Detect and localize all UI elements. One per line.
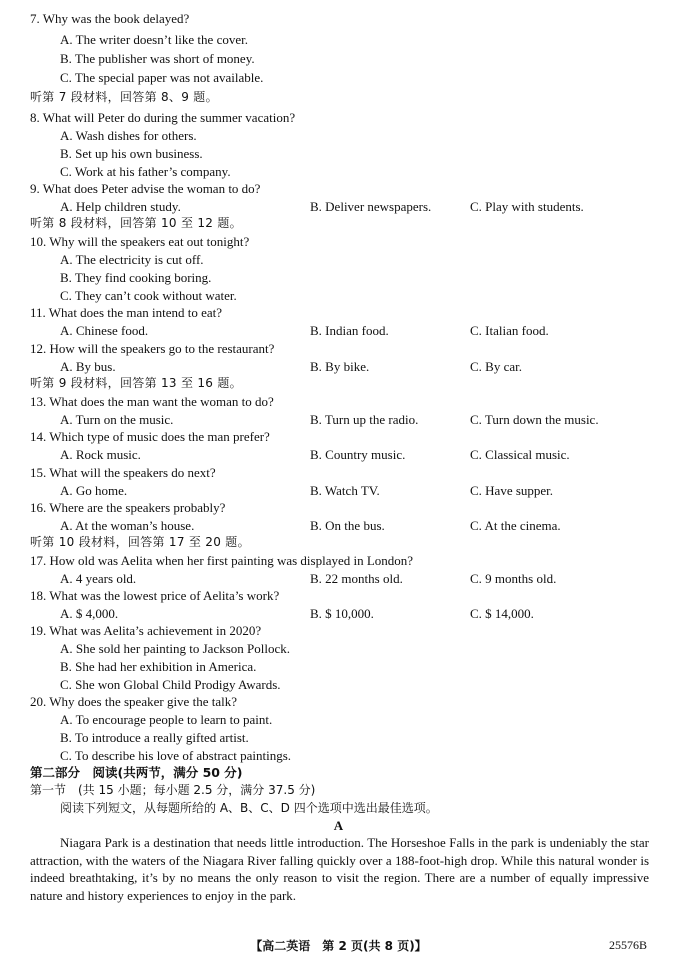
question-stem: 20. Why does the speaker give the talk? [30, 694, 237, 709]
paper-code: 25576B [608, 938, 647, 952]
question-stem: 11. What does the man intend to eat? [30, 305, 223, 320]
material-instruction: 听第 10 段材料，回答第 17 至 20 题。 [30, 535, 250, 549]
option: C. Have supper. [470, 483, 554, 498]
question-stem: 16. Where are the speakers probably? [30, 500, 226, 515]
option: A. Wash dishes for others. [60, 128, 197, 143]
question-stem: 12. How will the speakers go to the restaurant? [30, 341, 275, 356]
option: A. Turn on the music. [60, 412, 174, 427]
option-row [60, 446, 570, 463]
option: C. By car. [470, 359, 522, 374]
passage-paragraph: Niagara Park is a destination that needs little introduction. The Horseshoe Falls in the park is undeniably the star attraction, with the waters of the Niagara River falling quickly over a 188-foot-high drop. While this natural wonder is indeed breathtaking, it’s by no means the only reason to visit the region. There are a number of equally impressive nature and history experiences to enjoy in the park. [30, 835, 649, 903]
option: A. To encourage people to learn to paint. [60, 712, 273, 727]
option: B. Set up his own business. [60, 146, 203, 161]
question-stem: 7. Why was the book delayed? [30, 11, 190, 26]
question-stem: 19. What was Aelita’s achievement in 2020? [30, 623, 262, 638]
option-row [60, 482, 554, 499]
option-row [60, 517, 561, 534]
option: A. At the woman’s house. [60, 518, 195, 533]
option: B. Deliver newspapers. [310, 199, 432, 214]
option: B. $ 10,000. [310, 606, 374, 621]
material-instruction: 听第 8 段材料，回答第 10 至 12 题。 [30, 216, 242, 230]
section-heading: 第一节 (共 15 小题；每小题 2.5 分，满分 37.5 分) [30, 783, 316, 797]
section-instruction: 阅读下列短文，从每题所给的 A、B、C、D 四个选项中选出最佳选项。 [60, 801, 438, 815]
option: A. $ 4,000. [60, 606, 119, 621]
option: C. She won Global Child Prodigy Awards. [60, 677, 281, 692]
option: A. The writer doesn’t like the cover. [60, 32, 248, 47]
part-heading: 第二部分 阅读(共两节，满分 50 分) [30, 765, 243, 780]
option: B. They find cooking boring. [60, 270, 212, 285]
option: B. 22 months old. [310, 571, 403, 586]
option: C. Work at his father’s company. [60, 164, 231, 179]
option-row [60, 570, 557, 587]
option: C. $ 14,000. [470, 606, 534, 621]
question-stem: 10. Why will the speakers eat out tonight? [30, 234, 250, 249]
option: B. The publisher was short of money. [60, 51, 255, 66]
option: B. By bike. [310, 359, 370, 374]
option: A. She sold her painting to Jackson Pollock. [60, 641, 291, 656]
question-stem: 8. What will Peter do during the summer vacation? [30, 110, 296, 125]
option-row [60, 411, 599, 428]
option-row [60, 198, 584, 215]
option: C. 9 months old. [470, 571, 557, 586]
material-instruction: 听第 9 段材料，回答第 13 至 16 题。 [30, 376, 242, 390]
option: A. The electricity is cut off. [60, 252, 204, 267]
option: B. On the bus. [310, 518, 385, 533]
option: C. The special paper was not available. [60, 70, 264, 85]
option: A. Help children study. [60, 199, 181, 214]
option: C. To describe his love of abstract paintings. [60, 748, 291, 763]
option-row [60, 605, 534, 622]
option: C. Play with students. [470, 199, 584, 214]
option: A. Go home. [60, 483, 128, 498]
option: C. Classical music. [470, 447, 570, 462]
question-stem: 17. How old was Aelita when her first painting was displayed in London? [30, 553, 414, 568]
option-row [60, 358, 522, 375]
question-stem: 15. What will the speakers do next? [30, 465, 216, 480]
question-stem: 9. What does Peter advise the woman to do? [30, 181, 261, 196]
option: C. At the cinema. [470, 518, 561, 533]
option: B. To introduce a really gifted artist. [60, 730, 249, 745]
question-stem: 18. What was the lowest price of Aelita’s work? [30, 588, 280, 603]
option: B. Watch TV. [310, 483, 380, 498]
option: B. She had her exhibition in America. [60, 659, 257, 674]
option: B. Turn up the radio. [310, 412, 419, 427]
option: B. Indian food. [310, 323, 389, 338]
option: C. They can’t cook without water. [60, 288, 237, 303]
option: A. Rock music. [60, 447, 141, 462]
option: C. Turn down the music. [470, 412, 599, 427]
page-footer: 【高二英语 第 2 页(共 8 页)】 [250, 939, 427, 953]
passage-label: A [333, 818, 344, 833]
option: A. By bus. [60, 359, 116, 374]
material-instruction: 听第 7 段材料，回答第 8、9 题。 [30, 90, 218, 104]
option: B. Country music. [310, 447, 406, 462]
option: A. Chinese food. [60, 323, 149, 338]
question-stem: 13. What does the man want the woman to do? [30, 394, 274, 409]
option: A. 4 years old. [60, 571, 137, 586]
option: C. Italian food. [470, 323, 549, 338]
option-row [60, 322, 549, 339]
question-stem: 14. Which type of music does the man prefer? [30, 429, 270, 444]
